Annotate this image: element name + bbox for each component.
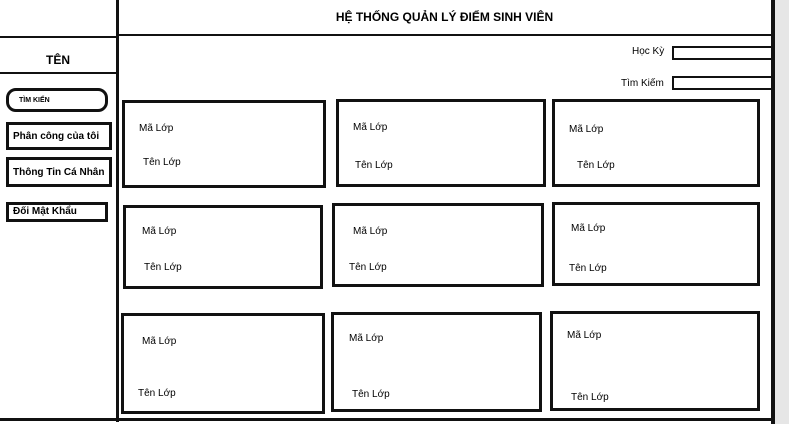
class-name-label: Tên Lớp (352, 389, 390, 400)
class-code-label: Mã Lớp (569, 124, 604, 135)
sidebar-item-search[interactable]: TÌM KIẾN (6, 88, 108, 112)
class-card[interactable] (331, 312, 542, 412)
class-name-label: Tên Lớp (571, 392, 609, 403)
bottom-border (0, 418, 771, 421)
window-edge-line (771, 0, 775, 424)
search-input[interactable] (672, 76, 773, 90)
semester-label: Học Kỳ (632, 46, 665, 57)
class-name-label: Tên Lớp (138, 388, 176, 399)
class-card[interactable] (332, 203, 544, 287)
class-card[interactable] (552, 202, 760, 286)
page-title: HỆ THỐNG QUẢN LÝ ĐIỂM SINH VIÊN (118, 0, 771, 36)
class-code-label: Mã Lớp (349, 333, 384, 344)
sidebar-divider (116, 0, 119, 422)
class-name-label: Tên Lớp (144, 262, 182, 273)
sidebar-item-my-assignments[interactable]: Phân công của tôi (6, 122, 112, 150)
class-name-label: Tên Lớp (355, 160, 393, 171)
sidebar-item-change-password[interactable]: Đối Mật Khẩu (6, 202, 108, 222)
semester-input[interactable] (672, 46, 773, 60)
user-name: TÊN (0, 36, 116, 74)
class-card[interactable] (122, 100, 326, 188)
class-code-label: Mã Lớp (567, 330, 602, 341)
class-code-label: Mã Lớp (571, 223, 606, 234)
sidebar-item-personal-info[interactable]: Thông Tin Cá Nhân (6, 157, 112, 187)
class-code-label: Mã Lớp (142, 226, 177, 237)
class-card[interactable] (550, 311, 760, 411)
class-name-label: Tên Lớp (349, 262, 387, 273)
class-code-label: Mã Lớp (353, 122, 388, 133)
window-edge (771, 0, 789, 424)
class-name-label: Tên Lớp (577, 160, 615, 171)
search-label: Tìm Kiếm (621, 78, 664, 89)
class-name-label: Tên Lớp (143, 157, 181, 168)
class-code-label: Mã Lớp (142, 336, 177, 347)
class-name-label: Tên Lớp (569, 263, 607, 274)
class-card[interactable] (552, 99, 760, 187)
class-card[interactable] (123, 205, 323, 289)
class-card[interactable] (336, 99, 546, 187)
class-card[interactable] (121, 313, 325, 414)
class-code-label: Mã Lớp (139, 123, 174, 134)
class-code-label: Mã Lớp (353, 226, 388, 237)
